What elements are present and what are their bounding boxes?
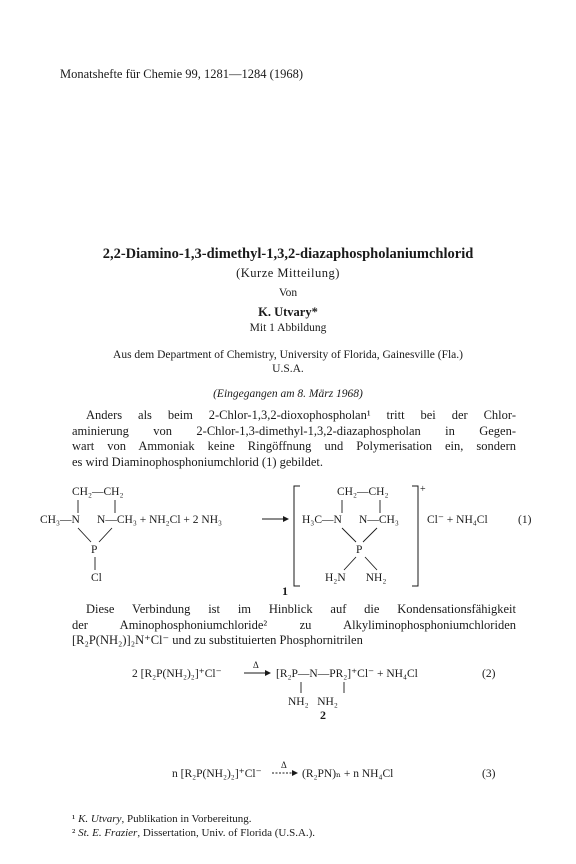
equation-3-lhs: n [R₂P(NH₂)₂]⁺Cl⁻: [172, 768, 262, 780]
equation-2-rhs: [R₂P—N—PR₂]⁺Cl⁻ + NH₄Cl: [276, 668, 418, 680]
reactant-chlorine: Cl: [91, 572, 102, 584]
reactant-ring-top: CH₂—CH₂: [72, 486, 124, 498]
delta-symbol: Δ: [253, 660, 259, 670]
equation-3-number: (3): [482, 768, 496, 780]
by-line-von: Von: [278, 287, 298, 299]
equation-2-number: (2): [482, 668, 496, 680]
received-date: (Eingegangen am 8. März 1968): [213, 388, 363, 400]
paragraph-line: [R₂P(NH₂)]₂N⁺Cl⁻ und zu substituierten Phosphornitrilen: [72, 633, 363, 648]
article-title: 2,2-Diamino-1,3-dimethyl-1,3,2-diazaphospholaniumchlorid: [102, 246, 474, 262]
paragraph-line: der Aminophosphoniumchloride² zu Alkyliminophosphoniumchloriden: [72, 617, 516, 632]
affiliation: [60, 348, 516, 376]
journal-header: Monatshefte für Chemie 99, 1281—1284 (1968): [60, 67, 304, 81]
compound-label-1: 1: [282, 584, 288, 598]
paragraph-1: [72, 408, 516, 470]
product-ring-top: CH₂—CH₂: [337, 486, 389, 498]
product-phosphorus: P: [356, 544, 363, 556]
footnote-author: St. E. Frazier: [78, 827, 138, 839]
product-ring-middle: H₃C—N N—CH₃: [302, 514, 399, 526]
footnotes: [72, 812, 315, 840]
paragraph-line: aminierung von 2-Chlor-1,3-dimethyl-1,3,2-diazaphospholan in Gegen-: [72, 423, 516, 438]
delta-symbol: Δ: [281, 760, 287, 770]
product-amine-groups: H₂N NH₂: [325, 572, 387, 584]
footnote-mark: ²: [72, 827, 76, 839]
paragraph-line: Diese Verbindung ist im Hinblick auf die Kondensationsfähigkeit: [86, 602, 516, 616]
footnote-text: , Publikation in Vorbereitung.: [121, 813, 252, 825]
footnote-mark: ¹: [72, 813, 76, 825]
equation-2-lhs: 2 [R₂P(NH₂)₂]⁺Cl⁻: [132, 668, 222, 680]
author-name: K. Utvary*: [258, 305, 318, 319]
paragraph-line: es wird Diaminophosphoniumchlorid (1) gebildet.: [72, 454, 324, 469]
equation-2-amine-groups: NH₂ NH₂: [288, 696, 338, 708]
footnote-author: K. Utvary: [78, 813, 122, 825]
footnote-2: [72, 826, 315, 840]
affiliation-line-1: Aus dem Department of Chemistry, University of Florida, Gainesville (Fla.): [113, 349, 463, 361]
footnote-1: [72, 812, 315, 826]
article-subtitle: (Kurze Mitteilung): [236, 266, 340, 280]
equation-3: [0, 760, 576, 782]
paragraph-line: Anders als beim 2-Chlor-1,3,2-dioxophospholan¹ tritt bei der Chlor-: [86, 408, 516, 422]
affiliation-line-2: U.S.A.: [272, 363, 304, 375]
equation-3-rhs: (R₂PN)ₙ + n NH₄Cl: [302, 768, 394, 780]
reactant-phosphorus: P: [91, 544, 98, 556]
equation-1: [0, 478, 576, 598]
reactant-ring-middle: CH₃—N N—CH₃ + NH₂Cl + 2 NH₃: [40, 514, 223, 526]
cation-charge: +: [420, 484, 426, 495]
footnote-text: , Dissertation, Univ. of Florida (U.S.A.).: [137, 827, 316, 839]
paragraph-2: [72, 602, 516, 649]
figure-note: Mit 1 Abbildung: [249, 322, 327, 334]
counter-ions: Cl⁻ + NH₄Cl: [427, 514, 488, 526]
paragraph-line: wart von Ammoniak keine Ringöffnung und Polymerisation ein, sondern: [72, 439, 516, 454]
equation-1-number: (1): [518, 514, 532, 526]
equation-2: [0, 660, 576, 722]
compound-label-2: 2: [320, 708, 326, 722]
